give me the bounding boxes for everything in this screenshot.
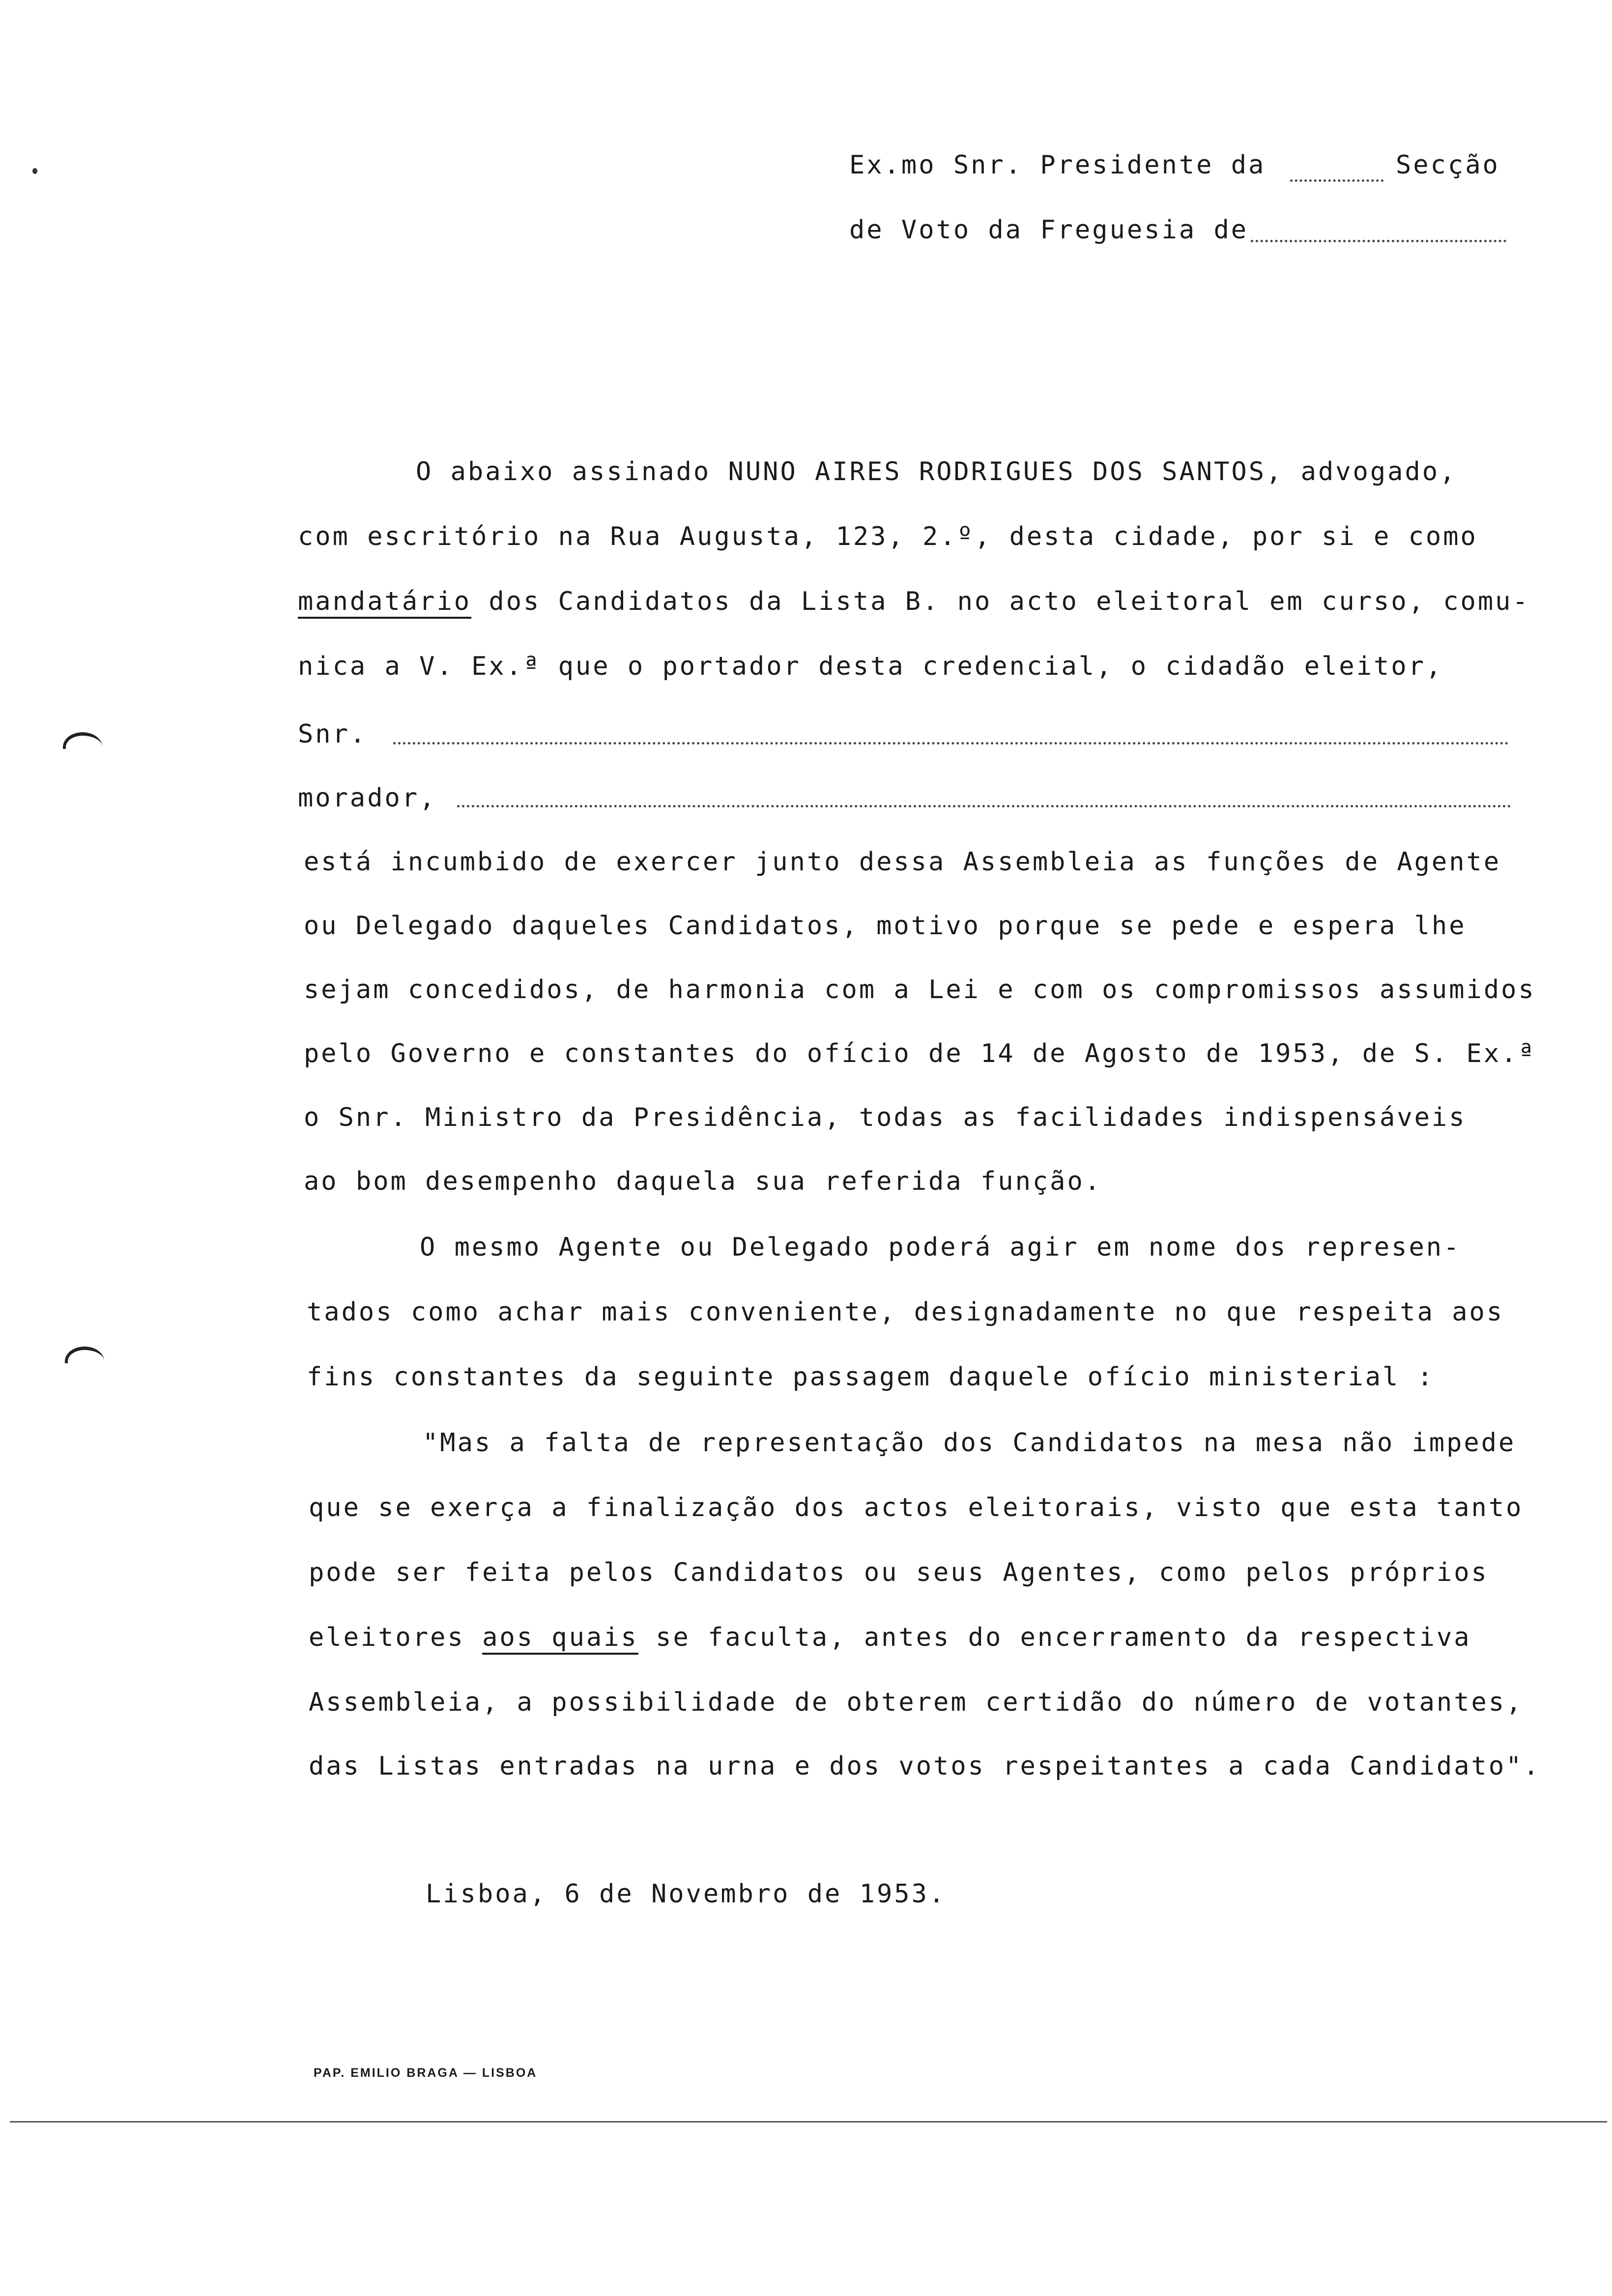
quote-line-3: pode ser feita pelos Candidatos ou seus Agentes, como pelos próprios bbox=[309, 1558, 1489, 1587]
addressee-line-1: Ex.mo Snr. Presidente da bbox=[849, 150, 1266, 180]
addressee-line-2: de Voto da Freguesia de bbox=[849, 215, 1249, 245]
p2-line-2: ou Delegado daqueles Candidatos, motivo porque se pede e espera lhe bbox=[304, 911, 1467, 941]
date-line: Lisboa, 6 de Novembro de 1953. bbox=[426, 1879, 947, 1909]
punch-hole-bottom bbox=[65, 1347, 104, 1363]
quote-line-4-start: eleitores bbox=[309, 1623, 483, 1652]
p1-line-3-rest: dos Candidatos da Lista B. no acto eleitoral em curso, comu- bbox=[471, 587, 1530, 616]
ink-speck bbox=[32, 168, 37, 174]
address-blank[interactable] bbox=[457, 805, 1511, 807]
p1-line-3 bbox=[298, 589, 1530, 614]
p2-line-3: sejam concedidos, de harmonia com a Lei e com os compromissos assumidos bbox=[304, 975, 1536, 1004]
p2-line-1: está incumbido de exercer junto dessa Assembleia as funções de Agente bbox=[304, 847, 1501, 877]
p1-line-1: O abaixo assinado NUNO AIRES RODRIGUES DOS SANTOS, advogado, bbox=[416, 457, 1457, 487]
p2-line-5: o Snr. Ministro da Presidência, todas as facilidades indispensáveis bbox=[304, 1103, 1467, 1132]
p1-line-2: com escritório na Rua Augusta, 123, 2.º, desta cidade, por si e como bbox=[298, 522, 1478, 551]
addressee-line-1-end: Secção bbox=[1396, 150, 1500, 180]
quote-line-4 bbox=[309, 1625, 1471, 1650]
morador-label: morador, bbox=[298, 783, 437, 813]
quote-line-6: das Listas entradas na urna e dos votos respeitantes a cada Candidato". bbox=[309, 1751, 1541, 1781]
printer-imprint: PAP. EMILIO BRAGA — LISBOA bbox=[314, 2066, 538, 2080]
p3-line-3: fins constantes da seguinte passagem daquele ofício ministerial : bbox=[307, 1362, 1435, 1392]
quote-line-5: Assembleia, a possibilidade de obterem certidão do número de votantes, bbox=[309, 1688, 1524, 1717]
quote-line-4-rest: se faculta, antes do encerramento da respectiva bbox=[638, 1623, 1471, 1652]
bottom-rule bbox=[10, 2121, 1607, 2123]
punch-hole-top bbox=[63, 732, 102, 749]
section-blank[interactable] bbox=[1290, 179, 1383, 182]
p1-line-4: nica a V. Ex.ª que o portador desta credencial, o cidadão eleitor, bbox=[298, 652, 1443, 681]
name-blank[interactable] bbox=[393, 742, 1509, 745]
p2-line-6: ao bom desempenho daquela sua referida função. bbox=[304, 1167, 1102, 1196]
quote-line-1: "Mas a falta de representação dos Candidatos na mesa não impede bbox=[423, 1428, 1516, 1458]
parish-blank[interactable] bbox=[1251, 240, 1506, 242]
p3-line-2: tados como achar mais conveniente, designadamente no que respeita aos bbox=[307, 1297, 1504, 1327]
snr-label: Snr. bbox=[298, 719, 368, 749]
p2-line-4: pelo Governo e constantes do ofício de 14 de Agosto de 1953, de S. Ex.ª bbox=[304, 1039, 1536, 1068]
quote-line-2: que se exerça a finalização dos actos eleitorais, visto que esta tanto bbox=[309, 1493, 1524, 1522]
underlined-aos-quais: aos quais bbox=[482, 1623, 638, 1652]
p3-line-1: O mesmo Agente ou Delegado poderá agir em nome dos represen- bbox=[420, 1233, 1461, 1262]
underlined-mandatario: mandatário bbox=[298, 587, 472, 616]
